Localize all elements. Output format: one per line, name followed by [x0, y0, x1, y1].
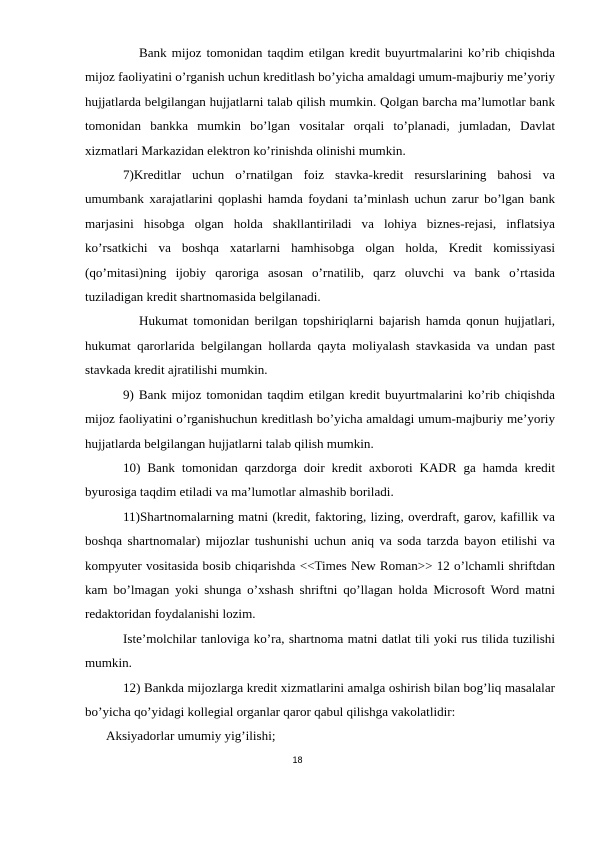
- paragraph-9-client-review: 9) Bank mijoz tomonidan taqdim etilgan kredit buyurtmalarini ko’rib chiqishda mijoz faoliyatini o’rganishuchun kreditlash bo’yicha amaldagi umum-majburiy me’yoriy hujjatlarda belgilangan hujjatlarni talab qilish mumkin.: [85, 386, 555, 451]
- paragraph-credit-application-review: Bank mijoz tomonidan taqdim etilgan kredit buyurtmalarini ko’rib chiqishda mijoz faoliyatini o’rganish uchun kreditlash bo’yicha amaldagi umum-majburiy me’yoriy hujjatlarda belgilangan hujjatlarni talab qilish mumkin. Qolgan barcha ma’lumotlar bank tomonidan bankka mumkin bo’lgan vositalar orqali to’planadi, jumladan, Davlat xizmatlari Markazidan elektron ko’rinishda olinishi mumkin.: [85, 45, 555, 158]
- paragraph-government-refinancing: Hukumat tomonidan berilgan topshiriqlarni bajarish hamda qonun hujjatlari, hukumat qarorlarida belgilangan hollarda qayta moliyalash stavkasida va undan past stavkada kredit ajratilishi mumkin.: [85, 313, 555, 378]
- page-number: 18: [292, 755, 303, 765]
- paragraph-11-contract-text: 11)Shartnomalarning matni (kredit, faktoring, lizing, overdraft, garov, kafillik va boshqa shartnomalar) mijozlar tushunishi uchun aniq va soda tarzda bayon etilishi va kompyuter vositasida bosib chiqarishda <<Times New Roman>> 12 o’lchamli shriftdan kam bo’lmagan yoki shunga o’xshash shriftni qo’llagan holda Microsoft Word matni redaktoridan foydalanishi lozim.: [85, 508, 555, 622]
- paragraph-12-collegial-bodies: 12) Bankda mijozlarga kredit xizmatlarini amalga oshirish bilan bog’liq masalalar bo’yicha qo’yidagi kollegial organlar qaror qabul qilishga vakolatlidir:: [85, 679, 555, 719]
- paragraph-7-interest-rate: 7)Kreditlar uchun o’rnatilgan foiz stavka-kredit resurslarining bahosi va umumbank xarajatlarini qoplashi hamda foydani ta’minlash uchun zarur bo’lgan bank marjasini hisobga olgan holda shakllantiriladi va lohiya biznes-rejasi, inflatsiya ko’rsatkichi va boshqa xatarlarni hamhisobga olgan holda, Kredit komissiyasi (qo’mitasi)ning ijobiy qaroriga asosan o’rnatilib, qarz oluvchi va bank o’rtasida tuziladigan kredit shartnomasida belgilanadi.: [85, 167, 555, 305]
- list-item-shareholders-meeting: Aksiyadorlar umumiy yig’ilishi;: [106, 728, 276, 744]
- document-body: [85, 41, 555, 749]
- paragraph-10-credit-bureau: 10) Bank tomonidan qarzdorga doir kredit axboroti KADR ga hamda kredit byurosiga taqdim etiladi va ma’lumotlar almashib boriladi.: [85, 459, 555, 500]
- paragraph-contract-language: Iste’molchilar tanloviga ko’ra, shartnoma matni datlat tili yoki rus tilida tuzilishi mumkin.: [85, 630, 555, 671]
